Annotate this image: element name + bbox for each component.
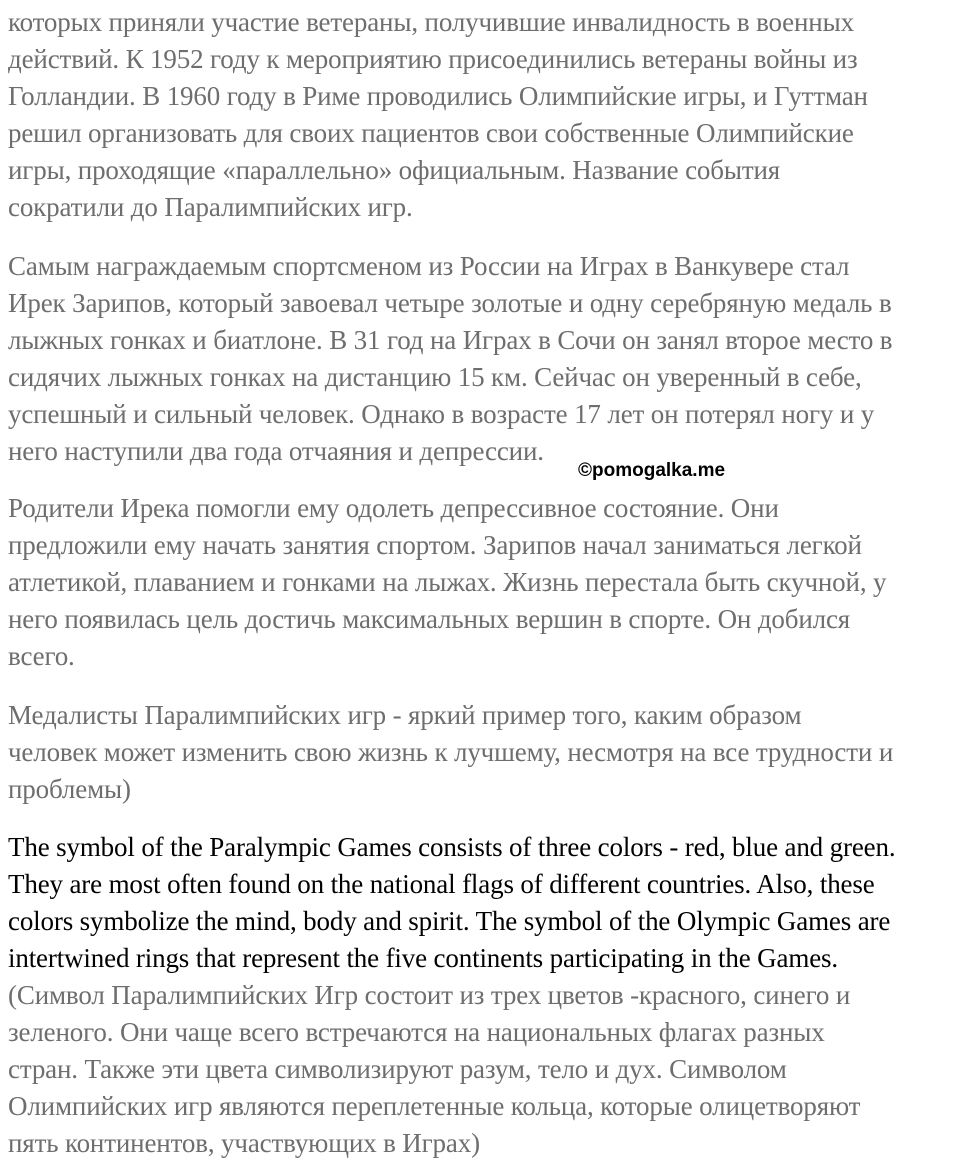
watermark: ©pomogalka.me bbox=[578, 460, 726, 481]
text-line: предложили ему начать занятия спортом. Зарипов начал заниматься легкой bbox=[8, 530, 862, 560]
text-line: They are most often found on the national flags of different countries. Also, these bbox=[8, 869, 875, 899]
text-line: игры, проходящие «параллельно» официальным. Название события bbox=[8, 155, 781, 185]
text-line: intertwined rings that represent the five continents participating in the Games. bbox=[8, 943, 838, 973]
text-line: которых приняли участие ветераны, получившие инвалидность в военных bbox=[8, 7, 854, 37]
text-line: атлетикой, плаванием и гонками на лыжах. Жизнь перестала быть скучной, у bbox=[8, 567, 887, 597]
text-line: всего. bbox=[8, 641, 75, 671]
text-line: успешный и сильный человек. Однако в возрасте 17 лет он потерял ногу и у bbox=[8, 399, 875, 429]
text-line: The symbol of the Paralympic Games consists of three colors - red, blue and green. bbox=[8, 832, 896, 862]
text-line: сократили до Паралимпийских игр. bbox=[8, 192, 413, 222]
text-line: сидячих лыжных гонках на дистанцию 15 км. Сейчас он уверенный в себе, bbox=[8, 362, 862, 392]
text-line: colors symbolize the mind, body and spirit. The symbol of the Olympic Games are bbox=[8, 906, 891, 936]
text-line: лыжных гонках и биатлоне. В 31 год на Играх в Сочи он занял второе место в bbox=[8, 325, 893, 355]
text-line: Самым награждаемым спортсменом из России на Играх в Ванкувере стал bbox=[8, 251, 850, 281]
text-line: него наступили два года отчаяния и депрессии. bbox=[8, 436, 544, 466]
text-line: Олимпийских игр являются переплетенные кольца, которые олицетворяют bbox=[8, 1091, 861, 1121]
text-line: Голландии. В 1960 году в Риме проводились Олимпийские игры, и Гуттман bbox=[8, 81, 868, 111]
text-line: стран. Также эти цвета символизируют разум, тело и дух. Символом bbox=[8, 1054, 787, 1084]
text-line: человек может изменить свою жизнь к лучшему, несмотря на все трудности и bbox=[8, 737, 894, 767]
text-line: Родители Ирека помогли ему одолеть депрессивное состояние. Они bbox=[8, 493, 779, 523]
text-line: Медалисты Паралимпийских игр - яркий пример того, каким образом bbox=[8, 700, 802, 730]
text-line: зеленого. Они чаще всего встречаются на национальных флагах разных bbox=[8, 1017, 825, 1047]
text-line: (Символ Паралимпийских Игр состоит из трех цветов -красного, синего и bbox=[8, 980, 851, 1010]
text-line: него появилась цель достичь максимальных вершин в спорте. Он добился bbox=[8, 604, 851, 634]
text-line: проблемы) bbox=[8, 774, 131, 804]
text-line: пять континентов, участвующих в Играх) bbox=[8, 1128, 480, 1158]
text-line: решил организовать для своих пациентов свои собственные Олимпийские bbox=[8, 118, 854, 148]
text-line: действий. К 1952 году к мероприятию присоединились ветераны войны из bbox=[8, 44, 858, 74]
text-line: Ирек Зарипов, который завоевал четыре золотые и одну серебряную медаль в bbox=[8, 288, 892, 318]
